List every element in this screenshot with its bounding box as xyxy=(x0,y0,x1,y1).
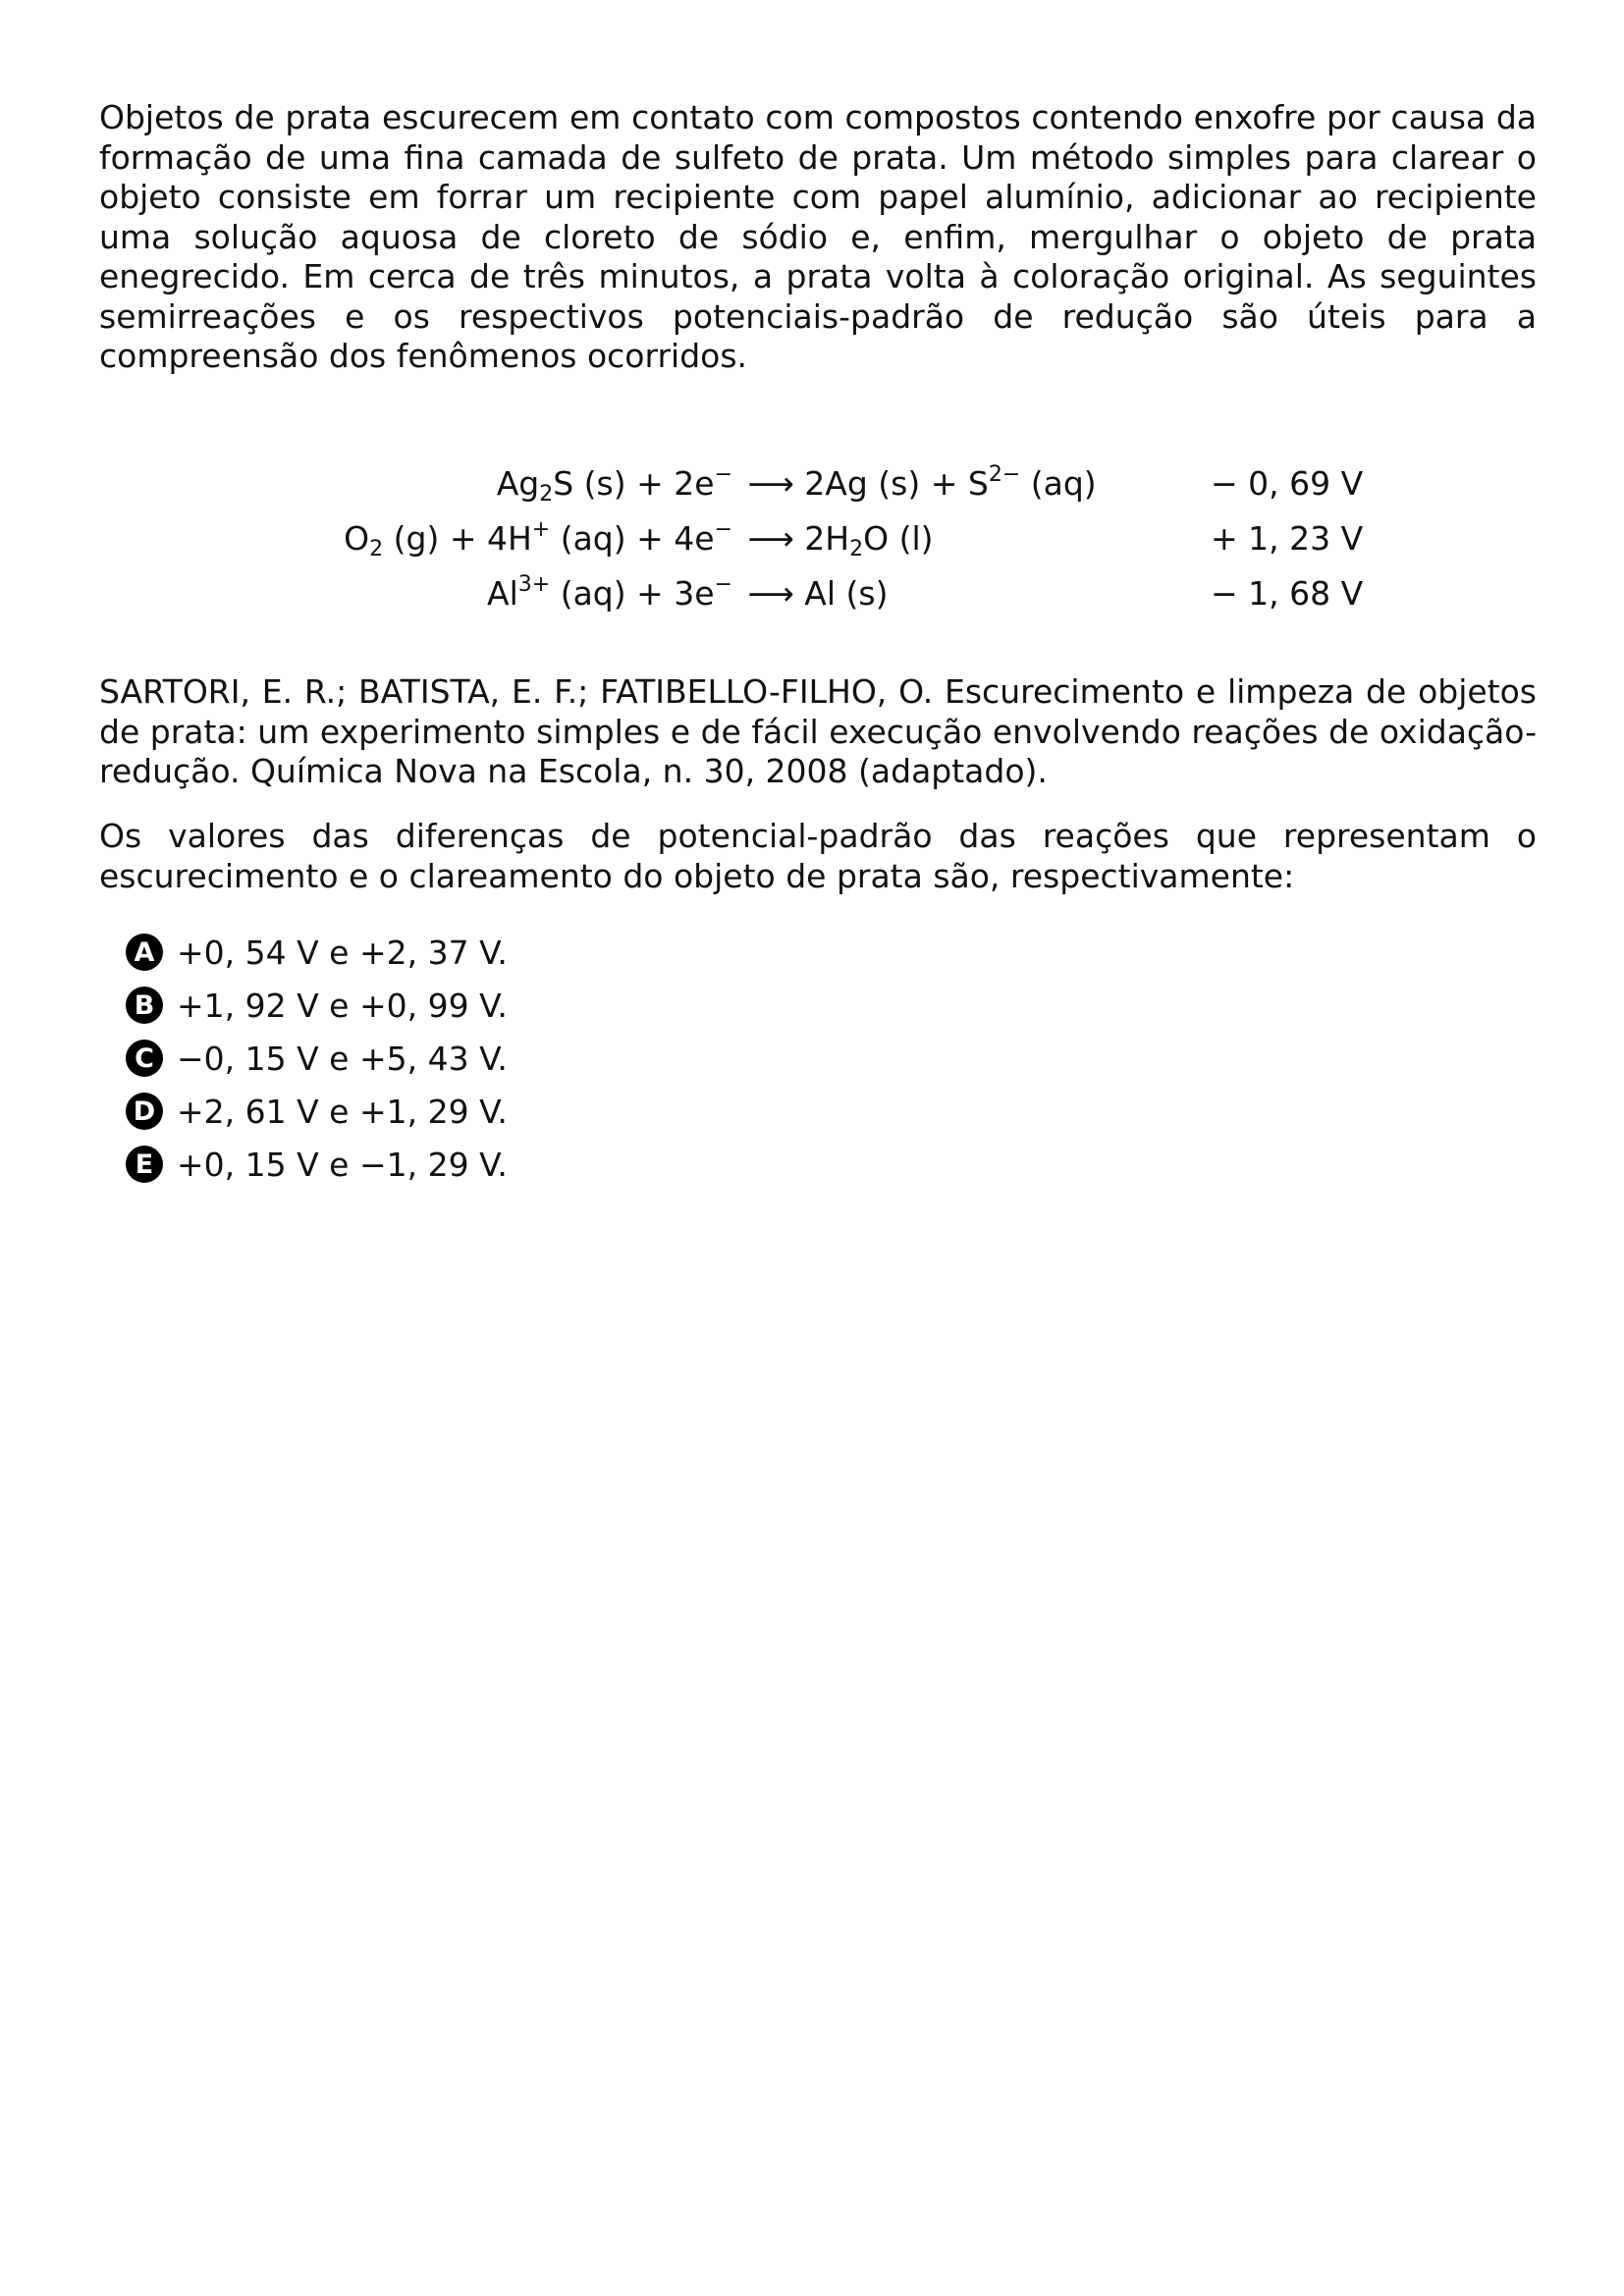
reference-citation: SARTORI, E. R.; BATISTA, E. F.; FATIBELLO-FILHO, O. Escurecimento e limpeza de objetos de prata: um experimento simples e de fácil execução envolvendo reações de oxidação-redução. Química Nova na Escola, n. 30, 2008 (adaptado). xyxy=(99,672,1537,790)
half-reactions xyxy=(99,464,1537,631)
option-e-text: +0, 15 V e −1, 29 V. xyxy=(177,1145,508,1184)
half-reaction-3-products: ⟶ Al (s) xyxy=(747,574,889,613)
option-b-badge: B xyxy=(126,987,163,1024)
half-reaction-3-reactants: $Al^{3+}$ (aq) + 3e− xyxy=(487,572,732,613)
option-d[interactable] xyxy=(126,1085,508,1138)
half-reaction-2-reactants: $O_2$ (g) + 4H+ (aq) + 4e− xyxy=(344,517,732,561)
question-prompt: Os valores das diferenças de potencial-padrão das reações que representam o escurecimento e o clareamento do objeto de prata são, respectivamente: xyxy=(99,817,1537,895)
option-c[interactable] xyxy=(126,1032,508,1085)
option-a-badge: A xyxy=(126,934,163,971)
question-page xyxy=(99,98,1537,1184)
half-reaction-1-reactants: $Ag_2S$ (s) + 2e− xyxy=(496,462,732,507)
half-reaction-2-potential: + 1, 23 V xyxy=(1211,519,1364,558)
half-reaction-1-potential: − 0, 69 V xyxy=(1211,464,1364,503)
intro-paragraph: Objetos de prata escurecem em contato com compostos contendo enxofre por causa da formação de uma fina camada de sulfeto de prata. Um método simples para clarear o objeto consiste em forrar um recipiente com papel alumínio, adicionar ao recipiente uma solução aquosa de cloreto de sódio e, enfim, mergulhar o objeto de prata enegrecido. Em cerca de três minutos, a prata volta à coloração original. As seguintes semirreações e os respectivos potenciais-padrão de redução são úteis para a compreensão dos fenômenos ocorridos. xyxy=(99,98,1537,375)
option-c-text: −0, 15 V e +5, 43 V. xyxy=(177,1039,508,1078)
option-a-text: +0, 54 V e +2, 37 V. xyxy=(177,933,508,972)
option-d-text: +2, 61 V e +1, 29 V. xyxy=(177,1092,508,1131)
option-a[interactable] xyxy=(126,926,508,979)
half-reaction-3-potential: − 1, 68 V xyxy=(1211,574,1364,613)
answer-options xyxy=(126,926,508,1191)
half-reaction-2-products: ⟶ $2H_2O$ (l) xyxy=(747,519,934,561)
option-e[interactable] xyxy=(126,1138,508,1191)
option-b-text: +1, 92 V e +0, 99 V. xyxy=(177,986,508,1025)
option-b[interactable] xyxy=(126,979,508,1032)
option-c-badge: C xyxy=(126,1040,163,1077)
option-e-badge: E xyxy=(126,1146,163,1183)
half-reaction-3 xyxy=(99,574,1537,629)
half-reaction-1 xyxy=(99,464,1537,519)
half-reaction-2 xyxy=(99,519,1537,574)
option-d-badge: D xyxy=(126,1093,163,1130)
half-reaction-1-products: ⟶ 2Ag $(s) + S^{2-}$ (aq) xyxy=(747,462,1097,503)
